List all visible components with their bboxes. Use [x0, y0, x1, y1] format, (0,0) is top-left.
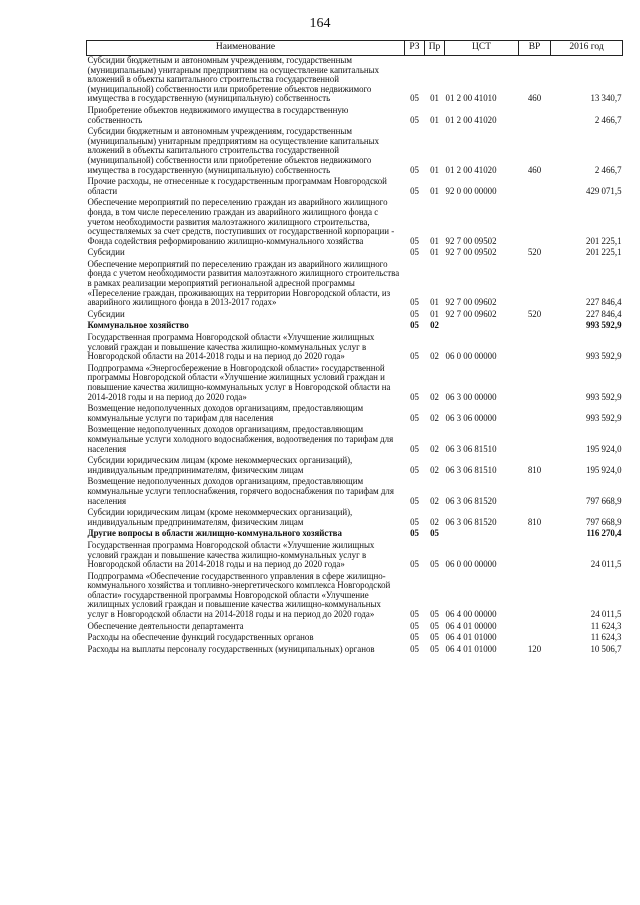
- row-sum: 2 466,7: [594, 114, 622, 125]
- row-vr: 520: [527, 308, 542, 319]
- table-row: [87, 541, 623, 572]
- row-sum: 10 506,7: [590, 643, 622, 654]
- row-pr: 05: [430, 620, 439, 631]
- row-cst: 06 4 01 00000: [445, 620, 497, 631]
- row-rz: 05: [410, 320, 419, 331]
- row-sum: 13 340,7: [590, 93, 622, 104]
- row-sum: 993 592,9: [586, 412, 622, 423]
- row-rz: 05: [410, 464, 419, 475]
- table-row: [87, 508, 623, 529]
- row-name: Подпрограмма «Обеспечение государственного управления в сфере жилищно-коммунального хозяйства и топливно-энергетического комплекса Новгородской области» государственной программы Новгородской области «Улучшение жилищных условий граждан и повышение качества жилищно-коммунальных услуг в Новгородской области на 2014-2018 годы и на период до 2020 года»: [87, 570, 391, 620]
- row-vr: [519, 425, 551, 456]
- row-vr: [519, 333, 551, 364]
- row-rz: 05: [410, 93, 419, 104]
- row-sum: 2 466,7: [594, 164, 622, 175]
- row-name: Другие вопросы в области жилищно-коммунального хозяйства: [87, 528, 342, 539]
- table-row: [87, 333, 623, 364]
- table-row: [87, 645, 623, 657]
- row-pr: 01: [430, 308, 439, 319]
- row-name: Субсидии бюджетным и автономным учреждениям, государственным (муниципальным) унитарным предприятиям на осуществление капитальных вложений в объекты капитального строительства государственной (муниципальной) собственности или приобретение объектов недвижимого имущества в государственную (муниципальную) собственность: [87, 126, 380, 175]
- row-pr: 02: [430, 516, 439, 527]
- col-header-cst: ЦСТ: [445, 41, 519, 56]
- row-rz: 05: [410, 495, 419, 506]
- page-number: 164: [309, 16, 331, 31]
- row-cst: 06 4 00 00000: [445, 609, 497, 620]
- row-vr: [519, 364, 551, 404]
- row-sum: 993 592,9: [586, 351, 622, 362]
- table-row: [87, 56, 623, 106]
- row-name: Коммунальное хозяйство: [87, 320, 189, 331]
- row-vr: 810: [527, 464, 542, 475]
- row-cst: 92 7 00 09602: [445, 308, 497, 319]
- row-rz: 05: [410, 516, 419, 527]
- row-sum: 797 668,9: [586, 516, 622, 527]
- row-sum: 993 592,9: [586, 320, 622, 331]
- row-vr: 460: [527, 93, 542, 104]
- row-rz: 05: [410, 443, 419, 454]
- row-rz: 05: [410, 308, 419, 319]
- row-pr: 02: [430, 495, 439, 506]
- row-vr: [519, 477, 551, 508]
- row-vr: [519, 198, 551, 248]
- row-cst: 06 3 00 00000: [445, 391, 497, 402]
- table-row: [87, 177, 623, 198]
- row-cst: 06 3 06 00000: [445, 412, 497, 423]
- row-rz: 05: [410, 559, 419, 570]
- row-name: Обеспечение мероприятий по переселению граждан из аварийного жилищного фонда с учетом необходимости развития малоэтажного жилищного строительства в рамках реализации мероприятий региональной адресной программы «Переселение граждан, проживающих на территории Новгородской области, из аварийного жилищного фонда в 2013-2017 годах»: [87, 258, 400, 308]
- row-rz: 05: [410, 528, 419, 539]
- col-header-pr: Пр: [425, 41, 445, 56]
- table-row: [87, 404, 623, 425]
- row-cst: [445, 529, 519, 541]
- row-vr: [519, 622, 551, 634]
- row-pr: 01: [430, 185, 439, 196]
- row-pr: 01: [430, 297, 439, 308]
- row-vr: 120: [527, 643, 542, 654]
- row-name: Государственная программа Новгородской области «Улучшение жилищных условий граждан и повышение качества жилищно-коммунальных услуг в Новгородской области на 2014-2018 годы и на период до 2020 года»: [87, 332, 375, 362]
- row-vr: [519, 321, 551, 333]
- table-row: [87, 364, 623, 404]
- row-name: Субсидии бюджетным и автономным учреждениям, государственным (муниципальным) унитарным предприятиям на осуществление капитальных вложений в объекты капитального строительства государственной (муниципальной) собственности или приобретение объектов недвижимого имущества в государственную (муниципальную) собственность: [87, 55, 380, 104]
- row-sum: 11 624,3: [590, 620, 622, 631]
- row-sum: 993 592,9: [586, 391, 622, 402]
- row-sum: 24 011,5: [590, 609, 622, 620]
- table-row: [87, 106, 623, 127]
- row-rz: 05: [410, 620, 419, 631]
- row-rz: 05: [410, 391, 419, 402]
- row-pr: 01: [430, 235, 439, 246]
- row-pr: 01: [430, 114, 439, 125]
- row-name: Субсидии юридическим лицам (кроме некоммерческих организаций), индивидуальным предпринимателям, физическим лицам: [87, 455, 353, 475]
- row-rz: 05: [410, 185, 419, 196]
- table-header: [87, 41, 623, 56]
- row-name: Прочие расходы, не отнесенные к государственным программам Новгородской области: [87, 176, 387, 196]
- row-name: Возмещение недополученных доходов организациям, предоставляющим коммунальные услуги холодного водоснабжения, водоотведения по тарифам для населения: [87, 424, 394, 454]
- row-sum: 227 846,4: [586, 308, 622, 319]
- row-cst: 06 3 06 81510: [445, 443, 497, 454]
- row-pr: 01: [430, 93, 439, 104]
- row-rz: 05: [410, 247, 419, 258]
- row-name: Приобретение объектов недвижимого имущества в государственную собственность: [87, 104, 349, 125]
- row-sum: 227 846,4: [586, 297, 622, 308]
- row-vr: [519, 541, 551, 572]
- row-sum: 195 924,0: [586, 464, 622, 475]
- row-pr: 02: [430, 351, 439, 362]
- row-cst: [445, 321, 519, 333]
- row-cst: 01 2 00 41020: [445, 164, 497, 175]
- row-pr: 05: [430, 643, 439, 654]
- row-name: Обеспечение мероприятий по переселению граждан из аварийного жилищного фонда, в том числе переселению граждан из аварийного жилищного фонда с учетом необходимости развития малоэтажного жилищного строительства, осуществляемых за счет средств, поступивших от государственной корпорации - Фонда содействия реформированию жилищно-коммунального хозяйства: [87, 197, 395, 246]
- row-sum: 797 668,9: [586, 495, 622, 506]
- row-vr: [519, 177, 551, 198]
- row-cst: 92 7 00 09502: [445, 247, 497, 258]
- row-pr: 02: [430, 464, 439, 475]
- row-pr: 05: [430, 609, 439, 620]
- row-pr: 02: [430, 443, 439, 454]
- row-vr: [519, 260, 551, 310]
- row-pr: 05: [430, 632, 439, 643]
- row-sum: 116 270,4: [586, 528, 622, 539]
- table-row: [87, 425, 623, 456]
- row-pr: 02: [430, 320, 439, 331]
- row-cst: 01 2 00 41010: [445, 93, 497, 104]
- row-sum: 11 624,3: [590, 632, 622, 643]
- row-cst: 06 3 06 81510: [445, 464, 497, 475]
- row-cst: 92 7 00 09502: [445, 235, 497, 246]
- row-name: Субсидии: [87, 308, 125, 319]
- row-rz: 05: [410, 643, 419, 654]
- row-vr: 520: [527, 247, 542, 258]
- row-rz: 05: [410, 632, 419, 643]
- row-name: Обеспечение деятельности департамента: [87, 620, 244, 631]
- row-cst: 06 3 06 81520: [445, 516, 497, 527]
- row-rz: 05: [410, 235, 419, 246]
- row-name: Субсидии: [87, 247, 125, 258]
- row-pr: 02: [430, 412, 439, 423]
- row-rz: 05: [410, 164, 419, 175]
- row-name: Возмещение недополученных доходов организациям, предоставляющим коммунальные услуги теплоснабжения, горячего водоснабжения по тарифам для населения: [87, 476, 394, 506]
- budget-table: [86, 40, 623, 656]
- table-row: [87, 456, 623, 477]
- row-cst: 92 7 00 09602: [445, 297, 497, 308]
- table-row: [87, 572, 623, 622]
- row-name: Возмещение недополученных доходов организациям, предоставляющим коммунальные услуги по тарифам для населения: [87, 403, 364, 423]
- row-cst: 01 2 00 41020: [445, 114, 497, 125]
- row-sum: 429 071,5: [586, 185, 622, 196]
- row-vr: 810: [527, 516, 542, 527]
- row-rz: 05: [410, 412, 419, 423]
- row-name: Расходы на обеспечение функций государственных органов: [87, 632, 314, 643]
- row-vr: [519, 106, 551, 127]
- row-cst: 06 3 06 81520: [445, 495, 497, 506]
- col-header-year: 2016 год: [551, 41, 623, 56]
- row-vr: [519, 529, 551, 541]
- row-rz: 05: [410, 297, 419, 308]
- row-rz: 05: [410, 609, 419, 620]
- col-header-rz: РЗ: [405, 41, 425, 56]
- row-sum: 195 924,0: [586, 443, 622, 454]
- col-header-vr: ВР: [519, 41, 551, 56]
- table-row: [87, 127, 623, 177]
- table-body: [87, 56, 623, 657]
- row-sum: 24 011,5: [590, 559, 622, 570]
- row-vr: 460: [527, 164, 542, 175]
- row-name: Подпрограмма «Энергосбережение в Новгородской области» государственной программы Новгородской области «Улучшение жилищных условий граждан и повышение качества жилищно-коммунальных услуг в Новгородской области на 2014-2018 годы и на период до 2020 года»: [87, 362, 391, 402]
- table-row: [87, 260, 623, 310]
- row-rz: 05: [410, 114, 419, 125]
- row-pr: 01: [430, 164, 439, 175]
- row-name: Субсидии юридическим лицам (кроме некоммерческих организаций), индивидуальным предпринимателям, физическим лицам: [87, 507, 353, 527]
- row-pr: 02: [430, 391, 439, 402]
- col-header-name: Наименование: [87, 41, 405, 56]
- row-pr: 05: [430, 559, 439, 570]
- row-vr: [519, 572, 551, 622]
- row-cst: 06 4 01 01000: [445, 643, 497, 654]
- table-row: [87, 198, 623, 248]
- row-cst: 06 4 01 01000: [445, 632, 497, 643]
- row-cst: 92 0 00 00000: [445, 185, 497, 196]
- row-sum: 201 225,1: [586, 247, 622, 258]
- row-cst: 06 0 00 00000: [445, 351, 497, 362]
- row-rz: 05: [410, 351, 419, 362]
- table-row: [87, 477, 623, 508]
- row-sum: 201 225,1: [586, 235, 622, 246]
- row-name: Расходы на выплаты персоналу государственных (муниципальных) органов: [87, 643, 375, 654]
- row-pr: 05: [430, 528, 439, 539]
- row-cst: 06 0 00 00000: [445, 559, 497, 570]
- row-pr: 01: [430, 247, 439, 258]
- row-vr: [519, 404, 551, 425]
- row-name: Государственная программа Новгородской области «Улучшение жилищных условий граждан и повышение качества жилищно-коммунальных услуг в Новгородской области на 2014-2018 годы и на период до 2020 года»: [87, 539, 375, 570]
